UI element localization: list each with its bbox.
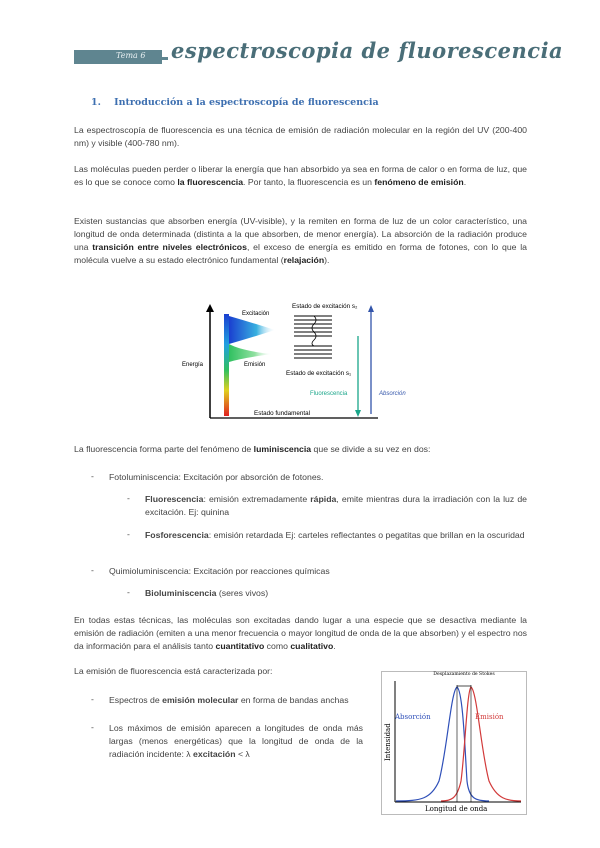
text-span: : emisión retardada Ej: carteles reflectantes o pegatitas que brillan en la oscuridad [208,530,525,540]
list-bullet: - [127,587,130,597]
text-span: (seres vivos) [216,588,269,598]
s2-levels [294,316,332,336]
text-span: como [264,641,291,651]
label-s2: Estado de excitación s₂ [292,303,358,310]
paragraph-absorption [74,215,527,267]
paragraph-energy-release [74,163,527,189]
x-axis-label: Longitud de onda [425,805,488,813]
label-s1: Estado de excitación s₁ [286,370,352,377]
header-tag: Tema 6 [116,51,146,60]
label-energy: Energía [182,362,204,368]
list-item-chemiluminescence: Quimioluminiscencia: Excitación por reacciones químicas [109,566,330,576]
text-span: que se divide a su vez en dos: [311,444,431,454]
paragraph-characteristics: La emisión de fluorescencia está caracterizada por: [74,666,273,676]
label-fluorescence: Fluorescencia [310,391,348,397]
paragraph-intro: La espectroscopía de fluorescencia es una técnica de emisión de radiación molecular en la región del UV (200-400 nm) y visible (400-780 nm). [74,125,527,148]
list-bullet: - [91,694,94,704]
paragraph-techniques [74,614,527,653]
text-span: Los máximos de emisión aparecen a longitudes de onda más largas (menos energéticas) que la longitud de onda de la radiación incidente: λ [109,723,363,759]
spectrum-bar [224,314,229,416]
list-item-bioluminescence [145,587,527,600]
list-bullet: - [127,529,130,539]
bold-term: Fluorescencia [145,494,204,504]
bold-term: relajación [283,255,325,265]
bold-term: transición entre niveles electrónicos [92,242,247,252]
label-absorption: Absorción [379,391,406,397]
text-span: ). [324,255,330,265]
list-bullet: - [91,471,94,481]
s1-levels [294,346,332,358]
text-span: , el exceso de energía es emitido en forma de fotones, con lo que la molécula vuelve a su estado electrónico fundamental ( [74,242,527,265]
bold-term: la fluorescencia [177,177,244,187]
bold-term: excitación [193,749,236,759]
paragraph-luminescence [74,443,527,456]
excitation-fan [229,316,275,344]
text-span: Espectros de [109,695,163,705]
emission-label: Emisión [475,713,504,721]
list-bullet: - [91,565,94,575]
stokes-shift-label: Desplazamiento de Stokes [433,672,495,677]
text-span: . [463,177,467,187]
emission-fan [229,344,272,362]
stokes-label-box [429,672,499,686]
list-item-photoluminescence: Fotoluminiscencia: Excitación por absorción de fotones. [109,472,324,482]
list-bullet: - [127,493,130,503]
absorption-emission-spectrum [381,671,527,815]
text-span: En todas estas técnicas, las moléculas son excitadas dando lugar a una especie que se desactiva mediante la emisión de radiación (emiten a una menor frecuencia o mayor longitud de onda de la que absorben) y el espectro nos da información para el análisis tanto [74,615,527,651]
bold-term: fenómeno de emisión [374,177,464,187]
list-item-broad-bands [109,694,363,707]
list-bullet: - [91,722,94,732]
bold-term: rápida [310,494,337,504]
text-span: . [333,641,336,651]
bold-term: emisión molecular [162,695,239,705]
text-span: : emisión extremadamente [203,494,311,504]
label-ground-state: Estado fundamental [254,410,311,417]
bold-term: cuantitativo [215,641,265,651]
text-span: La fluorescencia forma parte del fenómeno de [74,444,254,454]
text-span: Existen sustancias que absorben energía (UV-visible), y la remiten en forma de luz de un color característico, una longitud de onda determinada (distinta a la que absorben, de menor energía). La absorción de la radiación produce una [74,216,527,252]
text-span: Las moléculas pueden perder o liberar la energía que han absorbido ya sea en forma de calor o en forma de luz, que es lo que se conoce como [74,164,527,187]
section-title: Introducción a la espectroscopía de fluorescencia [114,97,379,108]
text-span: < λ [235,749,250,759]
list-item-phosphorescence [145,529,527,542]
absorption-label: Absorción [395,713,431,721]
bold-term: Fosforescencia [145,530,209,540]
text-span: , emite mientras dura la irradiación con la luz de excitación. Ej: quinina [145,494,527,517]
section-number: 1. [91,97,101,108]
bold-term: Bioluminiscencia [145,588,217,598]
label-excitation: Excitación [242,311,270,317]
section-heading [91,97,379,108]
text-span: . Por tanto, la fluorescencia es un [243,177,375,187]
y-axis-label: Intensidad [384,723,392,761]
text-span: en forma de bandas anchas [238,695,349,705]
fluorescence-arrowhead [355,410,361,417]
bold-term: luminiscencia [253,444,312,454]
page-title: espectroscopia de fluorescencia [168,38,566,64]
energy-level-diagram [180,296,406,422]
energy-arrowhead [206,304,214,312]
label-emission: Emisión [244,362,266,368]
absorption-arrowhead [368,305,374,312]
list-item-stokes-shift [109,722,363,761]
list-item-fluorescence [145,493,527,519]
bold-term: cualitativo [290,641,334,651]
